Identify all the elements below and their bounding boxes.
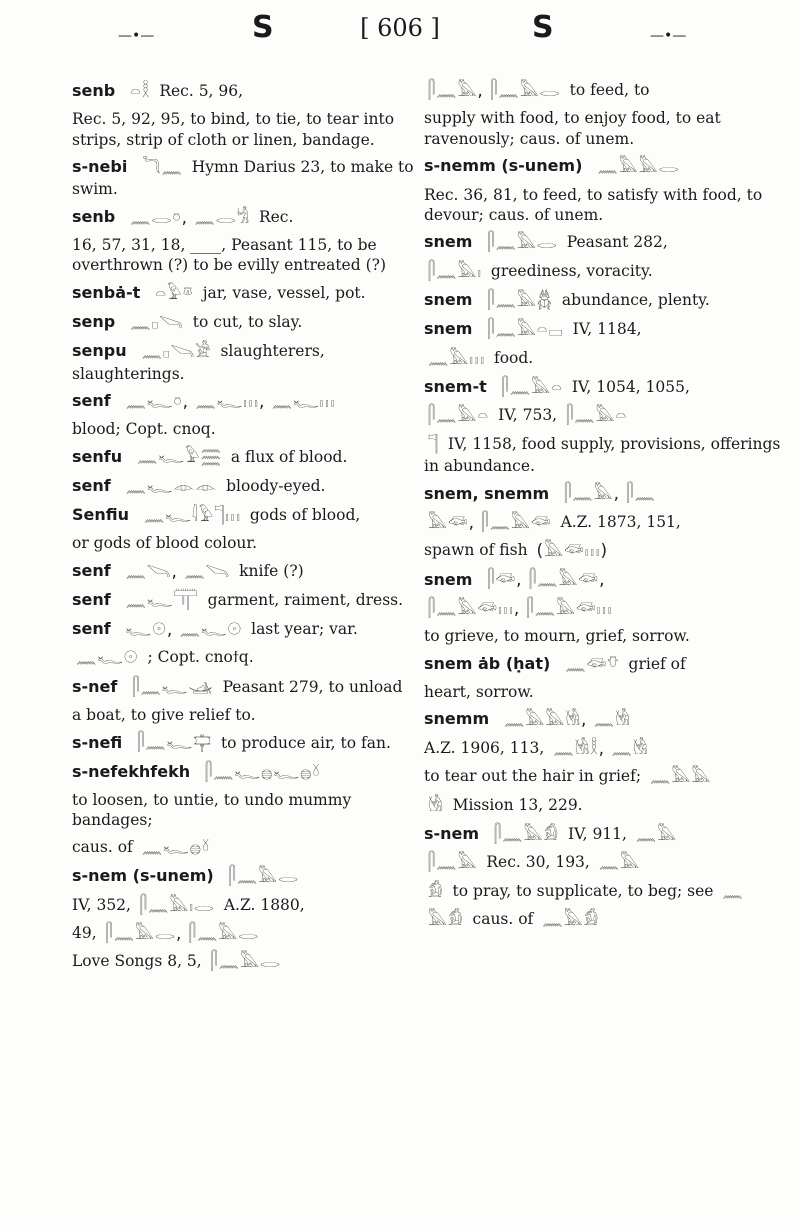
entry-s-nemm-2: Rec. 36, 81, to feed, to satisfy with food, to devour; caus. of unem. [424,185,763,225]
entry-s-nem-pray-4: 𓅓𓀁 caus. of 𓈖𓅓𓀁 [428,910,600,931]
hieroglyph-group: 𓅓𓀁 [428,910,464,931]
hieroglyph-group: 𓈖𓆛𓄣 [565,654,620,675]
hieroglyph-group: 𓈖𓅓𓅓𓂋 [597,157,680,178]
hieroglyph-group: 𓈖𓂋𓏌, 𓈖𓂋𓀜 [130,207,251,228]
entry-s-nem-4: Love Songs 8, 5, 𓋴𓈖𓅓𓂋 [72,952,282,973]
entry-s-nem-2: IV, 352, 𓋴𓈖𓅓𓏤𓂋 A.Z. 1880, [72,895,305,916]
entry-senf-eyed: senf 𓈖𓆑𓁹𓁹 bloody-eyed. [72,475,326,497]
entry-feed: 𓋴𓈖𓅓, 𓋴𓈖𓅓𓂋 to feed, to [428,81,650,101]
entry-snemm-mission: 𓁃 Mission 13, 229. [428,795,583,816]
page-header [0,10,800,50]
hieroglyph-group: 𓈖𓊪𓌪𓀀 [141,342,212,363]
hieroglyph-group: 𓋴𓈖𓆑𓊡 [137,733,212,754]
hieroglyph-group: 𓈖𓆑𓇋𓅱𓊹𓏥 [143,505,241,526]
entry-snem-t: snem-t 𓋴𓈖𓅓𓏏 IV, 1054, 1055, [424,377,690,398]
hieroglyph-group: 𓋴𓈖𓅓𓏏𓊌 [487,320,564,341]
hieroglyph-group: 𓈖𓅓𓀁 [542,910,600,931]
entry-s-nefekhfekh: s-nefekhfekh 𓋴𓈖𓆑𓐍𓆑𓐍𓍱 [72,761,321,783]
hieroglyph-group: 𓁃 [428,795,444,816]
entry-snem-greed: 𓋴𓈖𓅓𓏤 greediness, voracity. [428,261,653,282]
entry-senfiu: Senfiu 𓈖𓆑𓇋𓅱𓊹𓏥 gods of blood, [72,505,361,526]
page-number: [ 606 ] [360,14,440,42]
hieroglyph-group: 𓋴𓆛, 𓋴𓈖𓅓𓆛, [487,570,606,591]
entry-senb-1: senb 𓏏𓎛 Rec. 5, 96, [72,81,244,102]
entry-snem-ab: snem ȧb (ḥat) 𓈖𓆛𓄣 grief of [424,653,686,675]
hieroglyph-group: 𓏏𓅱𓎼 [155,283,194,304]
entry-s-nefi: s-nefi 𓋴𓈖𓆑𓊡 to produce air, to fan. [72,732,391,754]
hieroglyph-group: 𓋴𓈖𓆑𓊛 [132,677,214,698]
hieroglyph-group: 𓋴𓈖𓅓𓂋 [228,867,300,888]
hieroglyph-group: 𓋴𓈖𓅓𓂋, 𓋴𓈖𓅓𓂋 [105,924,260,945]
hieroglyph-group: 𓋴𓈖𓅓, 𓋴𓈖𓅓𓂋 [428,81,561,101]
entry-snem-grieve: snem 𓋴𓆛, 𓋴𓈖𓅓𓆛, [424,569,606,591]
hieroglyph-group: 𓀁 [428,881,444,902]
hieroglyph-group: 𓈖𓊪𓌪 [130,312,184,333]
header-dash-right: —•— [650,28,687,44]
left-column [72,80,432,980]
entry-snemm-az: A.Z. 1906, 113, 𓈖𓁃𓎛, 𓈖𓁃 [424,738,649,759]
entry-spawn: spawn of fish (𓅓𓆛𓏥) [424,541,609,562]
entry-senb-3: senb 𓈖𓂋𓏌, 𓈖𓂋𓀜 Rec. [72,206,294,228]
hieroglyph-group: 𓈖𓅓𓅓 [650,767,712,788]
entry-s-nefekhfekh-2: to loosen, to untie, to undo mummy bandages; [72,791,352,830]
entry-senfu: senfu 𓈖𓆑𓅱𓈗 a flux of blood. [72,446,348,468]
hieroglyph-group: 𓈖𓅓𓅓𓁃, 𓈖𓁃 [504,710,631,731]
entry-s-nemm: s-nemm (s-unem) 𓈖𓅓𓅓𓂋 [424,156,680,178]
hieroglyph-group: 𓆓𓈖 [142,157,183,178]
entry-snem-snemm: snem, snemm 𓋴𓈖𓅓, 𓋴𓈖 [424,483,656,505]
entry-senb-2: Rec. 5, 92, 95, to bind, to tie, to tear into strips, strip of cloth or linen, bandage. [72,110,395,149]
header-letter-right: S [532,10,554,45]
hieroglyph-group: 𓋴𓈖𓅓𓆛𓏥, 𓋴𓈖𓅓𓆛𓏥 [428,598,613,619]
header-letter-left: S [252,10,274,45]
entry-snem-grieve-2 [424,598,784,620]
entry-senpu: senpu 𓈖𓊪𓌪𓀀 slaughterers, slaughterings. [72,341,325,383]
entry-feed-2: supply with food, to enjoy food, to eat ravenously; caus. of unem. [424,109,721,148]
entry-senf-blood: blood; Copt. cnoq. [72,420,216,439]
entry-s-nem-pray: s-nem 𓋴𓈖𓅓𓀁 IV, 911, 𓈖𓅓 [424,823,678,845]
entry-senp: senp 𓈖𓊪𓌪 to cut, to slay. [72,312,303,333]
entry-senb-4: 16, 57, 31, 18, ____, Peasant 115, to be overthrown (?) to be evilly entreated (?) [72,236,386,275]
entry-snem-peasant: snem 𓋴𓈖𓅓𓂋 Peasant 282, [424,232,668,254]
hieroglyph-group: 𓈖𓆑𓋳 [125,590,199,611]
hieroglyph-group: 𓈖𓆑𓁹𓁹 [125,476,218,497]
hieroglyph-group: 𓋴𓈖𓅓𓂋 [487,233,558,254]
hieroglyph-group: 𓈖𓆑𓇳 [76,648,139,669]
entry-s-nem-pray-3: 𓀁 to pray, to supplicate, to beg; see 𓈖 [428,881,744,902]
hieroglyph-group: 𓈖 [722,881,744,902]
entry-snem-food: 𓈖𓅓𓏥 food. [428,348,534,369]
hieroglyph-group: 𓋴𓈖𓅓𓏤 [428,261,482,282]
hieroglyph-group: 𓈖𓌪, 𓈖𓌪 [125,561,231,582]
entry-snem-iv: snem 𓋴𓈖𓅓𓏏𓊌 IV, 1184, [424,319,642,341]
hieroglyph-group: 𓈖𓆑𓅱𓈗 [137,447,222,468]
hieroglyph-group: 𓅓𓆛, 𓋴𓈖𓅓𓆛 [428,512,552,533]
hieroglyph-group: 𓈖𓆑𓏌, 𓈖𓆑𓏥, 𓈖𓆑𓏥 [125,391,336,412]
hieroglyph-group: 𓈖𓆑𓐍𓍱 [141,837,211,858]
right-column [424,80,784,937]
entry-snem-ab-2: heart, sorrow. [424,682,534,701]
entry-snem-t-2: 𓋴𓈖𓅓𓏏 IV, 753, 𓋴𓈖𓅓𓏏 [428,406,628,427]
entry-senf: senf 𓈖𓆑𓏌, 𓈖𓆑𓏥, 𓈖𓆑𓏥 [72,391,336,412]
hieroglyph-group: 𓋴𓈖𓅓𓏏 [428,406,490,427]
entry-senfiu-2: or gods of blood colour. [72,534,258,553]
hieroglyph-group: (𓅓𓆛𓏥) [536,541,609,562]
hieroglyph-group: 𓈖𓁃𓎛, 𓈖𓁃 [553,738,649,759]
header-dash-left: —•— [118,28,155,44]
hieroglyph-group: 𓋴𓈖𓅓𓆣 [487,290,553,311]
entry-snem-abundance: snem 𓋴𓈖𓅓𓆣 abundance, plenty. [424,290,710,311]
entry-snemm-tear: to tear out the hair in grief; 𓈖𓅓𓅓 [424,767,712,788]
hieroglyph-group: 𓈖𓅓𓏥 [428,348,486,369]
entry-s-nem-3: 49, 𓋴𓈖𓅓𓂋, 𓋴𓈖𓅓𓂋 [72,924,260,945]
hieroglyph-group: 𓋴𓈖𓅓𓀁 [494,824,560,845]
hieroglyph-group: 𓋴𓈖𓅓 [428,853,478,874]
hieroglyph-group: 𓈖𓅓 [635,824,678,845]
entry-senf-year: senf 𓆑𓇳, 𓈖𓆑𓇳 last year; var. [72,619,358,641]
hieroglyph-group: 𓋴𓈖𓆑𓐍𓆑𓐍𓍱 [205,762,321,783]
hieroglyph-group: 𓋴𓈖𓅓𓏏 [566,406,628,427]
hieroglyph-group: 𓋴𓈖𓅓𓏤𓂋 [139,895,215,916]
entry-s-nebi: s-nebi 𓆓𓈖 Hymn Darius 23, to make to swim. [72,157,414,199]
entry-s-nef: s-nef 𓋴𓈖𓆑𓊛 Peasant 279, to unload [72,676,403,698]
entry-senba-t: senbȧ-t 𓏏𓅱𓎼 jar, vase, vessel, pot. [72,282,366,304]
entry-s-nef-2: a boat, to give relief to. [72,706,256,725]
hieroglyph-group: 𓆑𓇳, 𓈖𓆑𓇳 [125,620,243,641]
entry-senf-garment: senf 𓈖𓆑𓋳 garment, raiment, dress. [72,590,404,611]
entry-senf-copt: 𓈖𓆑𓇳 ; Copt. cnoϯq. [76,648,254,669]
hieroglyph-group: 𓈖𓅓 [598,853,641,874]
entry-s-nem-pray-2: 𓋴𓈖𓅓 Rec. 30, 193, 𓈖𓅓 [428,853,641,874]
entry-senf-knife: senf 𓈖𓌪, 𓈖𓌪 knife (?) [72,560,304,582]
entry-s-nem: s-nem (s-unem) 𓋴𓈖𓅓𓂋 [72,866,300,888]
entry-s-nefekhfekh-3: caus. of 𓈖𓆑𓐍𓍱 [72,837,211,858]
hieroglyph-group: 𓋴𓈖𓅓𓏏 [501,377,563,398]
hieroglyph-group: 𓏏𓎛 [130,81,151,102]
entry-snemm: snemm 𓈖𓅓𓅓𓁃, 𓈖𓁃 [424,709,631,731]
entry-snem-t-3: 𓊹 IV, 1158, food supply, provisions, offerings in abundance. [424,434,781,476]
hieroglyph-group: 𓊹 [428,434,439,455]
entry-snem-az: 𓅓𓆛, 𓋴𓈖𓅓𓆛 A.Z. 1873, 151, [428,512,681,533]
hieroglyph-group: 𓋴𓈖𓅓𓂋 [210,952,282,973]
entry-snem-grieve-3: to grieve, to mourn, grief, sorrow. [424,627,690,646]
hieroglyph-group: 𓋴𓈖𓅓, 𓋴𓈖 [564,484,656,505]
